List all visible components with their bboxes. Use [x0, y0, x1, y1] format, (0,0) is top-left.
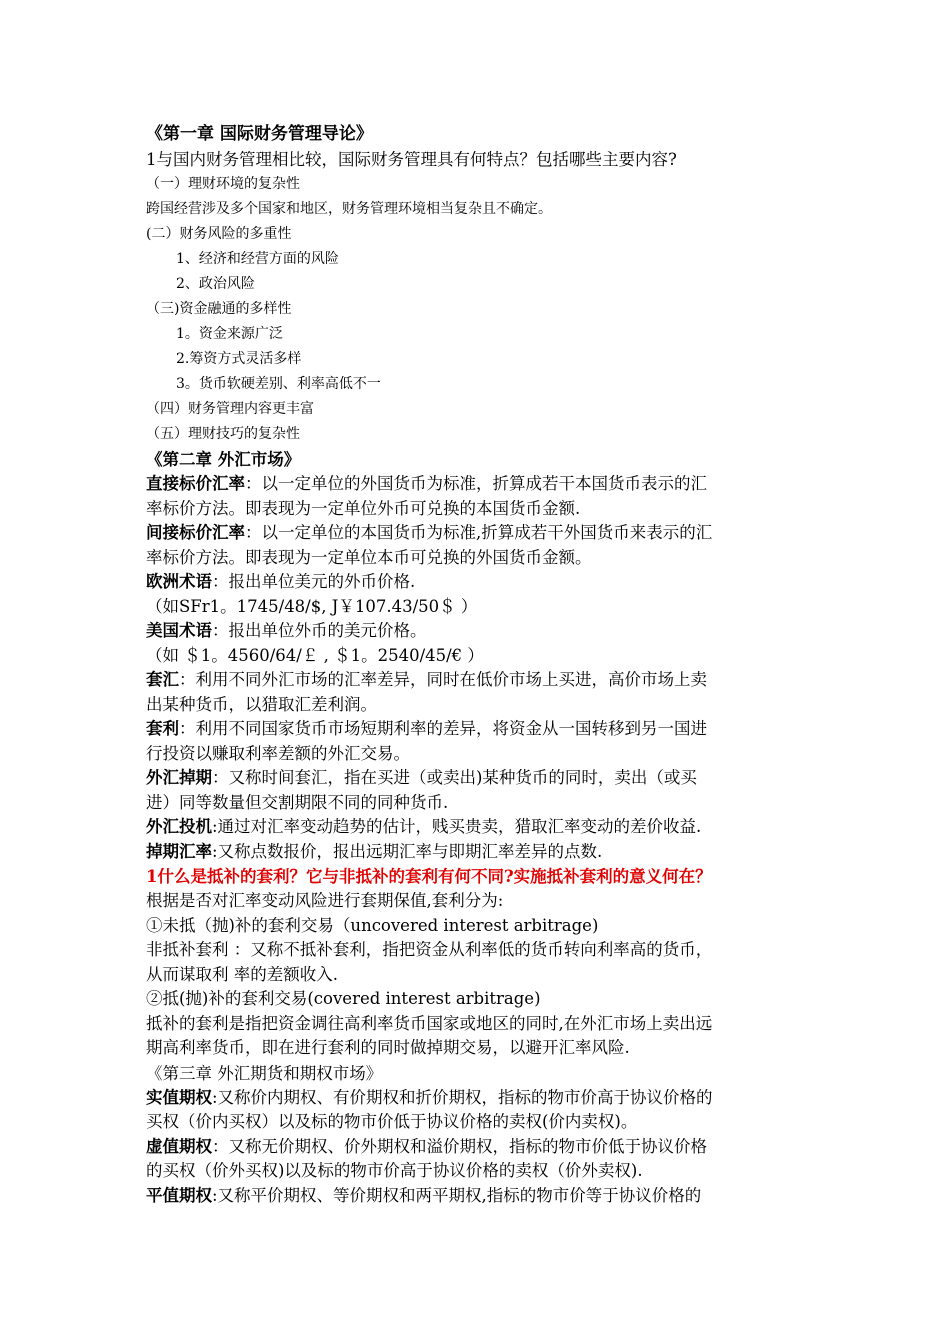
section-2-item: 1、经济和经营方面的风险 — [176, 251, 339, 267]
definition-text: ：又称时间套汇，指在买进（或卖出)某种货币的同时，卖出（或买 — [212, 768, 697, 787]
definition-arbitrage — [146, 668, 810, 693]
section-2-item: 2、政治风险 — [176, 276, 255, 292]
section-4-heading: （四）财务管理内容更丰富 — [146, 401, 314, 417]
definition-continuation: 买权（价内买权）以及标的物市价低于协议价格的卖权(价内卖权)。 — [146, 1112, 638, 1131]
definition-continuation: 的买权（价外买权)以及标的物市价高于协议价格的卖权（价外卖权). — [146, 1161, 643, 1180]
definition-text: :又称点数报价，报出远期汇率与即期汇率差异的点数. — [212, 841, 603, 861]
definition-fx-speculation — [146, 815, 810, 840]
definition-text: ：利用不同国家货币市场短期利率的差异，将资金从一国转移到另一国进 — [179, 719, 707, 738]
definition-continuation: 出某种货币，以猎取汇差利润。 — [146, 694, 377, 714]
answer-line: 期高利率货币，即在进行套利的同时做掉期交易，以避开汇率风险. — [146, 1038, 630, 1057]
chapter-3-title: 《第三章 外汇期货和期权市场》 — [146, 1063, 383, 1083]
definition-itm-option — [146, 1086, 810, 1111]
term: 套汇 — [146, 670, 179, 689]
definition-fx-swap — [146, 766, 810, 791]
definition-european-terms — [146, 570, 810, 595]
definition-text: :通过对汇率变动趋势的估计，贱买贵卖，猎取汇率变动的差价收益. — [212, 817, 702, 836]
chapter-1-title: 《第一章 国际财务管理导论》 — [146, 124, 373, 144]
definition-otm-option — [146, 1135, 810, 1160]
definition-text: ：报出单位美元的外币价格. — [212, 572, 416, 591]
definition-text: ：又称无价期权、价外期权和溢价期权，指标的物市价低于协议价格 — [212, 1136, 707, 1156]
definition-interest-arbitrage — [146, 717, 810, 742]
section-1-text: 跨国经营涉及多个国家和地区，财务管理环境相当复杂且不确定。 — [146, 201, 552, 217]
definition-continuation: 率标价方法。即表现为一定单位本币可兑换的外国货币金额。 — [146, 547, 592, 567]
answer-line: ②抵(抛)补的套利交易(covered interest arbitrage) — [146, 989, 541, 1008]
answer-line: 根据是否对汇率变动风险进行套期保值,套利分为: — [146, 891, 504, 910]
definition-american-terms — [146, 619, 810, 644]
definition-atm-option — [146, 1184, 810, 1209]
section-2-heading: (二）财务风险的多重性 — [146, 226, 292, 242]
term: 外汇掉期 — [146, 768, 212, 787]
chapter-1-question: 1与国内财务管理相比较，国际财务管理具有何特点？包括哪些主要内容? — [146, 150, 677, 169]
section-3-item: 3。货币软硬差别、利率高低不一 — [176, 376, 381, 392]
term: 直接标价汇率 — [146, 474, 245, 493]
section-5-heading: （五）理财技巧的复杂性 — [146, 426, 300, 442]
term: 欧洲术语 — [146, 572, 212, 591]
term: 掉期汇率 — [146, 841, 212, 861]
answer-line: 从而谋取利 率的差额收入. — [146, 964, 338, 984]
example-text: （如 ＄1。4560/64/￡ , ＄1。2540/45/€ ） — [146, 645, 484, 665]
section-3-heading: （三)资金融通的多样性 — [146, 301, 292, 317]
term: 美国术语 — [146, 621, 212, 640]
section-1-heading: （一）理财环境的复杂性 — [146, 176, 300, 192]
definition-text: :又称价内期权、有价期权和折价期权，指标的物市价高于协议价格的 — [212, 1087, 713, 1107]
definition-continuation: 进）同等数量但交割期限不同的同种货币. — [146, 792, 449, 812]
definition-continuation: 率标价方法。即表现为一定单位外币可兑换的本国货币金额. — [146, 498, 581, 518]
answer-line: 抵补的套利是指把资金调往高利率货币国家或地区的同时,在外汇市场上卖出远 — [146, 1013, 713, 1033]
term: 虚值期权 — [146, 1136, 212, 1156]
definition-text: ：利用不同外汇市场的汇率差异，同时在低价市场上买进，高价市场上卖 — [179, 670, 707, 689]
section-3-item: 2.筹资方式灵活多样 — [176, 351, 302, 367]
term: 外汇投机 — [146, 817, 212, 836]
definition-text: :又称平价期权、等价期权和两平期权,指标的物市价等于协议价格的 — [212, 1185, 702, 1205]
term: 平值期权 — [146, 1185, 212, 1205]
definition-continuation: 行投资以赚取利率差额的外汇交易。 — [146, 743, 410, 763]
definition-indirect-quote — [146, 521, 810, 546]
definition-direct-quote — [146, 472, 810, 497]
definition-text: ：报出单位外币的美元价格。 — [212, 621, 427, 640]
chapter-2-question: 1什么是抵补的套利？它与非抵补的套利有何不同?实施抵补套利的意义何在？ — [146, 867, 712, 886]
chapter-2-title: 《第二章 外汇市场》 — [146, 450, 301, 469]
term: 套利 — [146, 719, 179, 738]
definition-swap-rate — [146, 840, 810, 865]
example-text: （如SFr1。1745/48/$, J￥107.43/50＄ ） — [146, 596, 478, 616]
definition-text: ：以一定单位的外国货币为标准，折算成若干本国货币表示的汇 — [245, 474, 707, 493]
definition-text: ：以一定单位的本国货币为标准,折算成若干外国货币来表示的汇 — [245, 523, 713, 542]
answer-line: ①未抵（抛)补的套利交易（uncovered interest arbitrage) — [146, 915, 599, 935]
answer-line: 非抵补套利 ：又称不抵补套利，指把资金从利率低的货币转向利率高的货币， — [146, 940, 713, 959]
term: 实值期权 — [146, 1087, 212, 1107]
document-page — [146, 122, 810, 1208]
section-3-item: 1。资金来源广泛 — [176, 326, 283, 342]
term: 间接标价汇率 — [146, 523, 245, 542]
